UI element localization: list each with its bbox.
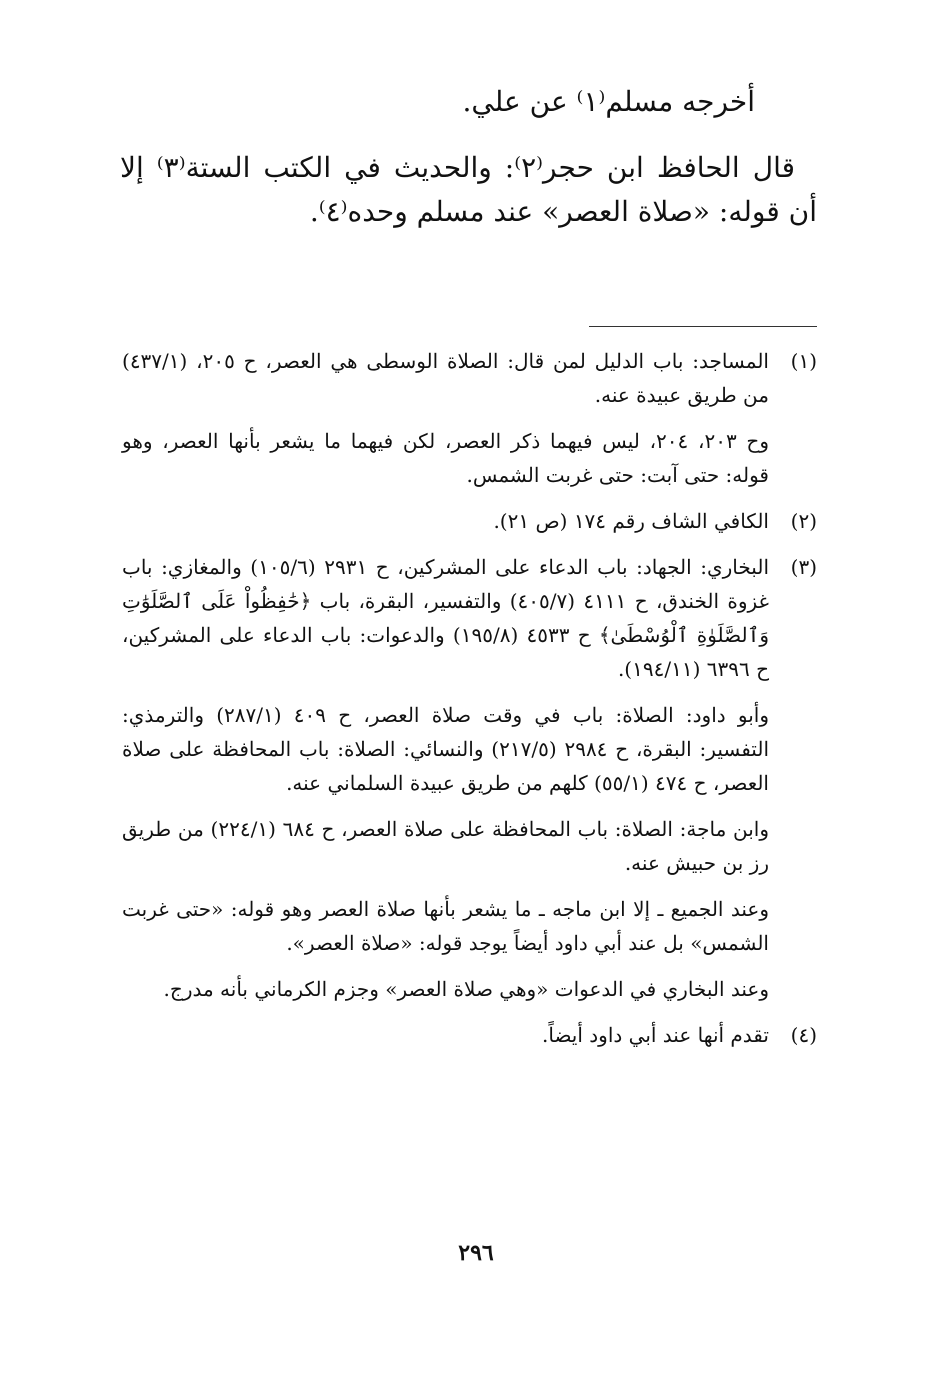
footnote-1-number: (١): [790, 349, 817, 373]
footnote-2: [122, 504, 817, 538]
footnote-2-text: الكافي الشاف رقم ١٧٤ (ص ٢١).: [493, 509, 769, 533]
page-number: ٢٩٦: [458, 1240, 494, 1266]
footnote-3-number: (٣): [790, 555, 817, 579]
main-paragraph-2: قال الحافظ ابن حجر⁽٢⁾: والحديث في الكتب الستة⁽٣⁾ إلا أن قوله: «صلاة العصر» عند مسلم وحده⁽٤⁾.: [120, 151, 817, 228]
footnote-1: [122, 344, 817, 412]
footnote-2-number: (٢): [790, 509, 817, 533]
footnote-1-text: المساجد: باب الدليل لمن قال: الصلاة الوسطى هي العصر، ح ٢٠٥، (٤٣٧/١) من طريق عبيدة عنه.: [122, 349, 769, 407]
footnote-3-continuation-4: وعند البخاري في الدعوات «وهي صلاة العصر» وجزم الكرماني بأنه مدرج.: [163, 977, 769, 1001]
footnote-3-continuation-3: وعند الجميع ـ إلا ابن ماجه ـ ما يشعر بأنها صلاة العصر وهو قوله: «حتى غربت الشمس» بل عند أبي داود أيضاً يوجد قوله: «صلاة العصر».: [122, 897, 769, 955]
footnote-4-text: تقدم أنها عند أبي داود أيضاً.: [542, 1023, 769, 1047]
footnote-3-continuation-1: وأبو داود: الصلاة: باب في وقت صلاة العصر، ح ٤٠٩ (٢٨٧/١) والترمذي: التفسير: البقرة، ح ٢٩٨٤ (٢١٧/٥) والنسائي: الصلاة: باب المحافظة على صلاة العصر، ح ٤٧٤ (٥٥/١) كلهم من طريق عبيدة السلماني عنه.: [122, 703, 769, 795]
main-paragraph-1: أخرجه مسلم⁽١⁾ عن علي.: [462, 85, 755, 118]
footnote-3-text: البخاري: الجهاد: باب الدعاء على المشركين، ح ٢٩٣١ (١٠٥/٦) والمغازي: باب غزوة الخندق، ح ٤١١١ (٤٠٥/٧) والتفسير، البقرة، باب ﴿حَٰفِظُواْ عَلَى ٱلصَّلَوَٰتِ وَٱلصَّلَوٰةِ ٱلْوُسْطَىٰ﴾ ح ٤٥٣٣ (١٩٥/٨) والدعوات: باب الدعاء على المشركين، ح ٦٣٩٦ (١٩٤/١١).: [122, 555, 769, 681]
footnotes: [122, 344, 817, 1064]
footnote-1-continuation: وح ٢٠٣، ٢٠٤، ليس فيهما ذكر العصر، لكن فيهما ما يشعر بأنها العصر، وهو قوله: حتى آبت: حتى غربت الشمس.: [122, 429, 769, 487]
main-text: [120, 80, 817, 234]
footnote-separator: [589, 326, 817, 327]
footnote-4-number: (٤): [790, 1023, 817, 1047]
footnote-4: [122, 1018, 817, 1052]
footnote-3-continuation-2: وابن ماجة: الصلاة: باب المحافظة على صلاة العصر، ح ٦٨٤ (٢٢٤/١) من طريق رز بن حبيش عنه.: [122, 817, 769, 875]
footnote-3: [122, 550, 817, 686]
